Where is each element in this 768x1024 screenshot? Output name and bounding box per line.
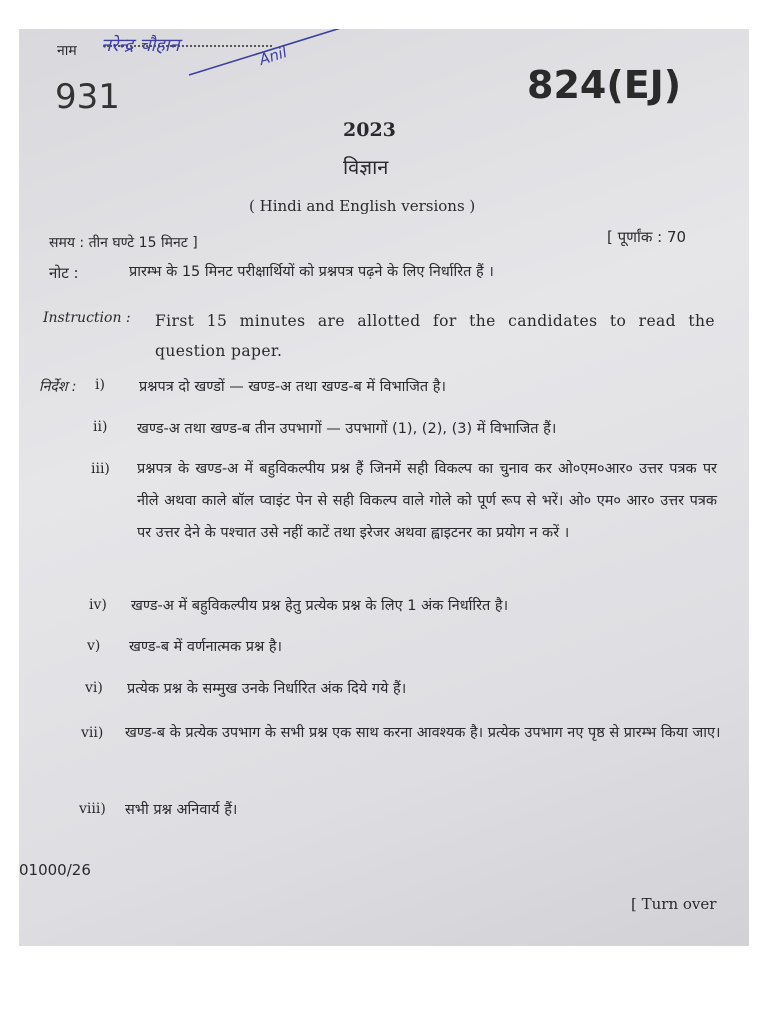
direction-number: v) [87, 638, 101, 654]
instruction-text: First 15 minutes are allotted for the candidates to read the question paper. [155, 312, 715, 360]
direction-text: खण्ड-अ में बहुविकल्पीय प्रश्न हेतु प्रत्येक प्रश्न के लिए 1 अंक निर्धारित है। [131, 598, 509, 614]
signature: Anil [256, 43, 290, 69]
direction-text: प्रत्येक प्रश्न के सम्मुख उनके निर्धारित अंक दिये गये हैं। [127, 681, 407, 697]
name-label: नाम [57, 43, 77, 59]
paper-code-left: 931 [55, 77, 120, 117]
direction-text: खण्ड-ब के प्रत्येक उपभाग के सभी प्रश्न एक साथ करना आवश्यक है। प्रत्येक उपभाग नए पृष्ठ से प्रारम्भ किया जाए। [125, 725, 721, 741]
direction-number: iv) [89, 597, 107, 613]
direction-number: ii) [93, 419, 108, 435]
exam-paper [19, 29, 749, 946]
exam-year: 2023 [343, 119, 396, 141]
max-marks: [ पूर्णांक : 70 [607, 228, 687, 246]
turn-over: [ Turn over [631, 895, 717, 913]
direction-number: vi) [85, 680, 103, 696]
direction-text: प्रश्नपत्र के खण्ड-अ में बहुविकल्पीय प्रश्न हैं जिनमें सही विकल्प का चुनाव कर ओ०एम०आर० उत्तर पत्रक पर नीले अथवा काले बॉल प्वाइंट पेन से सही विकल्प वाले गोले को पूर्ण रूप से भरें। ओ० एम० आर० उत्तर पत्रक पर उत्तर देने के पश्चात उसे नहीं काटें तथा इरेजर अथवा ह्वाइटनर का प्रयोग न करें । [137, 461, 717, 541]
time-allowed: समय : तीन घण्टे 15 मिनट ] [49, 235, 198, 251]
note-label: नोट : [49, 264, 79, 282]
direction-text: खण्ड-अ तथा खण्ड-ब तीन उपभागों — उपभागों (1), (2), (3) में विभाजित हैं। [137, 421, 557, 437]
versions-note: ( Hindi and English versions ) [249, 197, 476, 215]
direction-number: i) [95, 377, 105, 393]
candidate-name: नरेन्द्र चौहान [101, 35, 180, 56]
subject-title: विज्ञान [343, 155, 389, 179]
direction-number: viii) [79, 801, 106, 817]
direction-text: खण्ड-ब में वर्णनात्मक प्रश्न है। [129, 639, 283, 655]
note-text: प्रारम्भ के 15 मिनट परीक्षार्थियों को प्रश्नपत्र पढ़ने के लिए निर्धारित हैं । [129, 264, 494, 280]
instruction-label: Instruction : [43, 310, 131, 326]
direction-text: प्रश्नपत्र दो खण्डों — खण्ड-अ तथा खण्ड-ब में विभाजित है। [139, 379, 446, 395]
directions-label: निर्देश : [39, 379, 77, 395]
direction-number: vii) [81, 725, 104, 741]
direction-number: iii) [91, 461, 110, 477]
footer-code: 01000/26 [19, 861, 91, 879]
paper-code-right: 824(EJ) [527, 63, 682, 107]
direction-text: सभी प्रश्न अनिवार्य हैं। [125, 802, 238, 818]
